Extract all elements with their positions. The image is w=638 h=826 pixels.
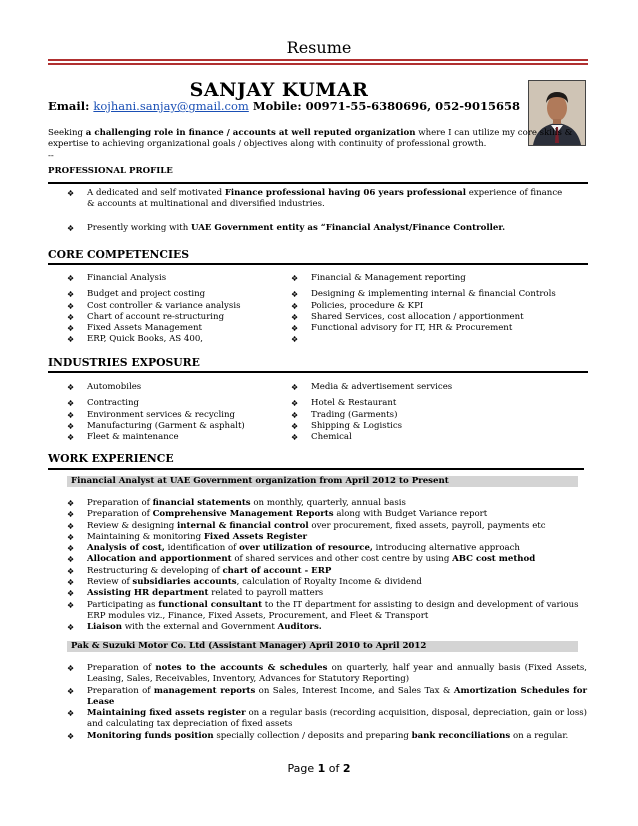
document-title: Resume [286, 38, 352, 57]
diamond-bullet-icon: ❖ [67, 600, 75, 610]
work-experience-heading: WORK EXPERIENCE [48, 452, 174, 465]
diamond-bullet-icon: ❖ [291, 433, 299, 443]
diamond-bullet-icon: ❖ [291, 421, 299, 431]
title-rule-top [48, 59, 588, 61]
list-item: ❖ Designing & implementing internal & financial Controls [291, 289, 556, 300]
diamond-bullet-icon: ❖ [67, 709, 75, 719]
list-item [291, 334, 581, 345]
diamond-bullet-icon: ❖ [67, 499, 75, 508]
diamond-bullet-icon: ❖ [291, 312, 299, 322]
title-rule-bottom [48, 63, 588, 65]
list-item: ❖ Trading (Garments) [291, 409, 398, 420]
industries-right-list [291, 382, 581, 443]
industries-exposure-heading: INDUSTRIES EXPOSURE [48, 356, 200, 369]
list-item: ❖ Review of subsidiaries accounts, calculation of Royalty Income & dividend [67, 577, 422, 588]
list-item: ❖ Preparation of financial statements on monthly, quarterly, annual basis [67, 498, 406, 508]
diamond-bullet-icon: ❖ [291, 274, 299, 283]
diamond-bullet-icon: ❖ [291, 301, 299, 311]
diamond-bullet-icon: ❖ [67, 521, 75, 531]
mobile-number: 00971-55-6380696, 052-9015658 [305, 99, 520, 113]
list-item: ❖ Hotel & Restaurant [291, 398, 397, 409]
diamond-bullet-icon: ❖ [291, 335, 299, 345]
list-item: ❖ Chemical [291, 432, 352, 443]
list-item: ❖ Allocation and apportionment of shared services and other cost centre by using ABC cost method [67, 554, 536, 565]
list-item: ❖ Cost controller & variance analysis [67, 300, 241, 311]
core-rule [48, 263, 588, 265]
list-item: ❖ Financial & Management reporting [291, 273, 466, 283]
list-item: ❖ Restructuring & developing of chart of account - ERP [67, 565, 332, 576]
list-item: ❖ Maintaining fixed assets register on a regular basis (recording acquisition, disposal, depreciation, gain or loss) and calculating tax depreciation of fixed assets [67, 708, 587, 730]
diamond-bullet-icon: ❖ [291, 383, 299, 392]
list-item: ❖ ERP, Quick Books, AS 400, [67, 334, 204, 345]
core-competencies-heading: CORE COMPETENCIES [48, 248, 190, 261]
diamond-bullet-icon: ❖ [67, 312, 75, 322]
diamond-bullet-icon: ❖ [291, 410, 299, 420]
professional-profile-heading: PROFESSIONAL PROFILE [48, 166, 173, 176]
diamond-bullet-icon: ❖ [67, 664, 75, 673]
core-right-list [291, 273, 581, 346]
job2-duties-list [67, 663, 587, 742]
list-item: ❖ Manufacturing (Garment & asphalt) [67, 420, 245, 431]
list-item: ❖ Preparation of notes to the accounts & schedules on quarterly, half year and annually basis (Fixed Assets, Leasing, Sales, Receivables, Inventory, Advances for Statutory Reporting) [67, 663, 587, 685]
diamond-bullet-icon: ❖ [67, 399, 75, 409]
diamond-bullet-icon: ❖ [67, 623, 75, 633]
list-item: ❖ Shipping & Logistics [291, 420, 403, 431]
diamond-bullet-icon: ❖ [67, 589, 75, 599]
diamond-bullet-icon: ❖ [67, 301, 75, 311]
list-item: ❖ Fixed Assets Management [67, 323, 202, 334]
objective-paragraph: Seeking a challenging role in finance / accounts at well reputed organization where I can utilize my core skills & expertise to achieving organizational goals / objectives along with continuity of professional growth. -- [48, 128, 578, 162]
diamond-bullet-icon: ❖ [67, 335, 75, 345]
mobile-label: Mobile: [252, 99, 302, 113]
page-footer: Page 1 of 2 [287, 762, 351, 775]
diamond-bullet-icon: ❖ [67, 544, 75, 554]
list-item: ❖ A dedicated and self motivated Finance professional having 06 years professional experience of finance & accounts at multinational and diversified industries. [67, 188, 563, 210]
list-item: ❖ Monitoring funds position specially collection / deposits and preparing bank reconciliations on a regular. [67, 730, 569, 741]
diamond-bullet-icon: ❖ [67, 324, 75, 334]
list-item: ❖ Review & designing internal & financial control over procurement, fixed assets, payroll, payments etc [67, 520, 546, 531]
diamond-bullet-icon: ❖ [67, 189, 75, 198]
work-rule [48, 468, 584, 470]
diamond-bullet-icon: ❖ [67, 223, 75, 233]
contact-line: Email: kojhani.sanjay@gmail.com Mobile: 00971-55-6380696, 052-9015658 [48, 99, 520, 113]
profile-rule [48, 182, 588, 184]
job2-title-bar: Pak & Suzuki Motor Co. Ltd (Assistant Manager) April 2010 to April 2012 [67, 641, 578, 652]
list-item: ❖ Analysis of cost, identification of over utilization of resource, introducing alternative approach [67, 543, 520, 554]
list-item: ❖ Policies, procedure & KPI [291, 300, 424, 311]
list-item: ❖ Liaison with the external and Government Auditors. [67, 622, 322, 633]
list-item: ❖ Budget and project costing [67, 289, 206, 300]
list-item: ❖ Participating as functional consultant to the IT department for assisting to design and development of various ERP modules viz., Finance, Fixed Assets, Procurement, and Fleet & Transport [67, 599, 579, 621]
page-number: 1 [317, 762, 326, 775]
list-item: ❖ Assisting HR department related to payroll matters [67, 588, 324, 599]
list-item: ❖ Financial Analysis [67, 273, 167, 283]
list-item: ❖ Functional advisory for IT, HR & Procurement [291, 323, 513, 334]
diamond-bullet-icon: ❖ [67, 578, 75, 588]
diamond-bullet-icon: ❖ [67, 510, 75, 520]
list-item: ❖ Media & advertisement services [291, 382, 453, 392]
job1-title-bar: Financial Analyst at UAE Government organization from April 2012 to Present [67, 476, 578, 487]
core-left-list [67, 273, 282, 346]
diamond-bullet-icon: ❖ [291, 290, 299, 300]
page-total: 2 [342, 762, 351, 775]
diamond-bullet-icon: ❖ [67, 433, 75, 443]
diamond-bullet-icon: ❖ [67, 383, 75, 392]
diamond-bullet-icon: ❖ [67, 731, 75, 741]
diamond-bullet-icon: ❖ [67, 686, 75, 696]
email-link[interactable]: kojhani.sanjay@gmail.com [93, 99, 249, 113]
diamond-bullet-icon: ❖ [67, 274, 75, 283]
separator-dashes: -- [48, 150, 54, 161]
list-item: ❖ Environment services & recycling [67, 409, 236, 420]
list-item: ❖ Preparation of Comprehensive Management Reports along with Budget Variance report [67, 509, 488, 520]
candidate-name: SANJAY KUMAR [189, 79, 369, 101]
list-item: ❖ Chart of account re-structuring [67, 311, 225, 322]
job1-duties-list [67, 498, 587, 634]
profile-list [67, 188, 572, 234]
list-item: ❖ Fleet & maintenance [67, 432, 179, 443]
diamond-bullet-icon: ❖ [67, 566, 75, 576]
industries-rule [48, 371, 588, 373]
diamond-bullet-icon: ❖ [67, 421, 75, 431]
list-item: ❖ Presently working with UAE Government entity as “Financial Analyst/Finance Controller. [67, 222, 506, 233]
diamond-bullet-icon: ❖ [291, 324, 299, 334]
diamond-bullet-icon: ❖ [67, 410, 75, 420]
industries-left-list [67, 382, 282, 443]
list-item: ❖ Shared Services, cost allocation / apportionment [291, 311, 524, 322]
list-item: ❖ Preparation of management reports on Sales, Interest Income, and Sales Tax & Amortization Schedules for Lease [67, 685, 588, 707]
diamond-bullet-icon: ❖ [291, 399, 299, 409]
diamond-bullet-icon: ❖ [67, 532, 75, 542]
diamond-bullet-icon: ❖ [67, 290, 75, 300]
list-item: ❖ Contracting [67, 398, 140, 409]
email-label: Email [48, 99, 86, 113]
list-item: ❖ Maintaining & monitoring Fixed Assets Register [67, 531, 308, 542]
diamond-bullet-icon: ❖ [67, 555, 75, 565]
list-item: ❖ Automobiles [67, 382, 142, 392]
